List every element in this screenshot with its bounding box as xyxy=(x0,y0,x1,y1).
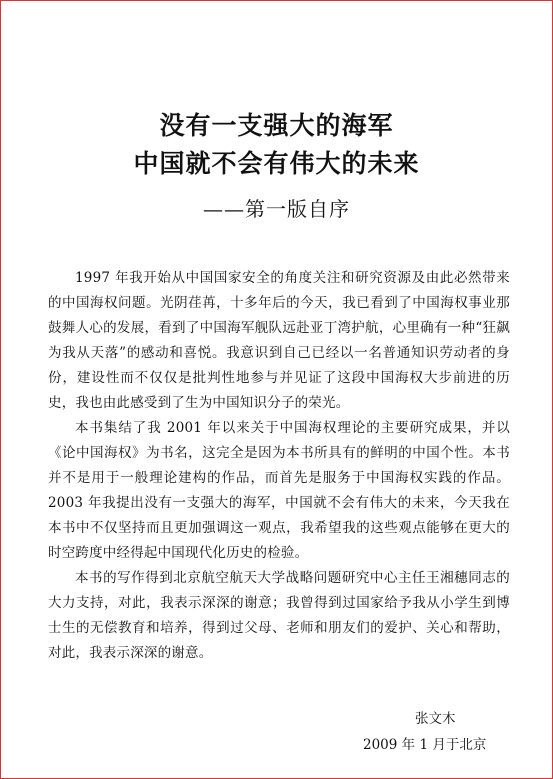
title-line-2: 中国就不会有伟大的未来 xyxy=(133,149,420,178)
paragraph-3: 本书的写作得到北京航空航天大学战略问题研究中心主任王湘穗同志的大力支持，对此，我表示深深的谢意；我曾得到过国家给予我从小学生到博士生的无偿教育和培养，得到过父母、老师和朋友们的爱护、关心和帮助，对此，我表示深深的谢意。 xyxy=(48,570,510,661)
author-signature: 张文木 xyxy=(415,711,456,727)
title-line-1: 没有一支强大的海军 xyxy=(159,111,394,140)
paragraph-1: 1997 年我开始从中国国家安全的角度关注和研究资源及由此必然带来的中国海权问题。光阴荏苒，十多年后的今天，我已看到了中国海权事业那鼓舞人心的发展，看到了中国海军舰队远赴亚丁湾护航，心里确有一种“狂飙为我从天落”的感动和喜悦。我意识到自己已经以一名普通知识劳动者的身份，建设性而不仅仅是批判性地参与并见证了这段中国海权大步前进的历史，我也由此感受到了生为中国知识分子的荣光。 xyxy=(48,270,510,411)
signature-date: 2009 年 1 月于北京 xyxy=(363,737,487,753)
body-text xyxy=(48,266,510,666)
paragraph-2: 本书集结了我 2001 年以来关于中国海权理论的主要研究成果，并以《论中国海权》为书名，这完全是因为本书所具有的鲜明的中国个性。本书并不是用于一般理论建构的作品，而首先是服务于中国海权实践的作品。2003 年我提出没有一支强大的海军，中国就不会有伟大的未来，今天我在本书中不仅坚持而且更加强调这一观点，我希望我的这些观点能够在更大的时空跨度中经得起中国现代化历史的检验。 xyxy=(48,420,510,561)
subtitle: ——第一版自序 xyxy=(203,197,350,221)
